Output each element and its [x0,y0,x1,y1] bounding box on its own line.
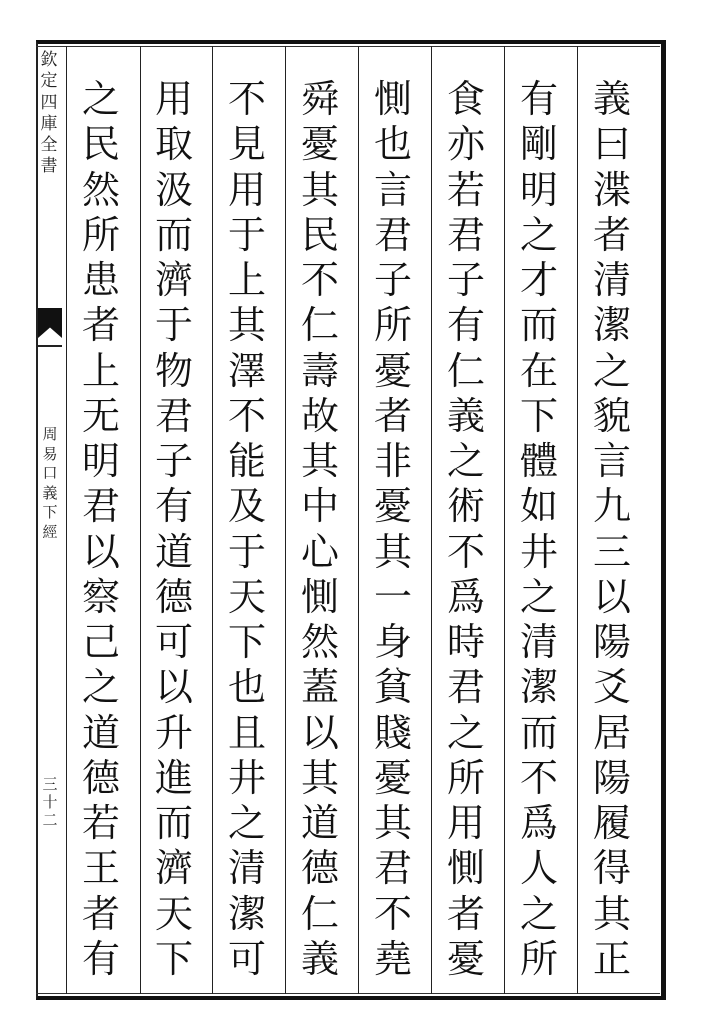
text-char: 用 [446,801,485,845]
text-char: 君 [81,484,120,529]
text-char: 濟 [154,258,193,302]
text-char: 而 [154,801,193,845]
fishtail-divider [38,345,62,347]
text-char: 民 [300,212,339,257]
text-char: 之 [519,891,558,936]
text-char: 井 [519,529,558,574]
text-char: 剛 [519,122,558,167]
text-char: 非 [373,439,412,483]
text-char: 能 [227,439,266,483]
text-char: 亦 [446,122,485,167]
text-char: 升 [154,710,193,755]
margin-char: 欽 [40,50,58,70]
text-char: 明 [519,167,558,212]
text-char: 爻 [592,665,631,710]
text-char: 義 [592,77,631,121]
column-rule [285,46,286,994]
text-char: 才 [519,258,558,302]
text-column [219,77,275,981]
text-char: 義 [300,936,339,981]
text-char: 渫 [592,167,631,212]
text-column [146,77,202,981]
text-char: 食 [446,77,485,121]
text-char: 若 [81,801,120,845]
text-char: 壽 [300,348,339,393]
text-char: 進 [154,755,193,800]
text-char: 爲 [519,801,558,845]
text-char: 于 [227,212,266,257]
column-rule [358,46,359,994]
text-char: 以 [81,529,120,574]
text-char: 潔 [592,303,631,348]
text-char: 有 [81,936,120,981]
text-char: 故 [300,393,339,438]
text-char: 居 [592,710,631,755]
text-char: 其 [373,529,412,574]
text-char: 民 [81,122,120,167]
text-char: 德 [154,574,193,619]
text-char: 如 [519,484,558,529]
margin-char: 四 [40,92,58,113]
text-char: 用 [227,167,266,212]
text-column [365,77,421,981]
text-char: 君 [446,665,485,710]
margin-char: 十 [42,793,58,811]
text-char: 之 [519,574,558,619]
margin-char: 全 [40,135,58,155]
column-rule [504,46,505,994]
text-char: 无 [81,393,120,438]
text-char: 之 [81,665,120,710]
column-rule [431,46,432,994]
text-char: 其 [227,303,266,348]
text-char: 不 [519,755,558,800]
text-char: 心 [300,529,339,574]
text-char: 所 [373,303,412,348]
text-char: 憂 [446,936,485,981]
text-char: 仁 [446,348,485,393]
margin-title [38,50,60,178]
text-char: 其 [592,891,631,936]
text-char: 以 [300,710,339,755]
text-char: 其 [300,439,339,483]
text-char: 可 [154,620,193,664]
text-char: 不 [373,891,412,936]
text-char: 身 [373,620,412,664]
text-char: 濟 [154,846,193,891]
text-char: 之 [446,710,485,755]
text-char: 有 [519,77,558,121]
text-char: 所 [519,936,558,981]
text-char: 不 [446,529,485,574]
text-char: 在 [519,348,558,393]
text-char: 井 [227,755,266,800]
text-char: 堯 [373,936,412,981]
margin-char: 周 [42,425,58,443]
text-char: 之 [446,439,485,483]
column-rule [140,46,141,994]
text-char: 且 [227,710,266,755]
text-char: 所 [81,212,120,257]
text-char: 子 [446,258,485,302]
text-column [292,77,348,981]
text-char: 君 [373,846,412,891]
text-char: 其 [373,801,412,845]
text-char: 下 [154,936,193,981]
text-char: 于 [154,303,193,348]
text-char: 惻 [300,574,339,619]
text-char: 天 [227,574,266,619]
text-char: 德 [81,755,120,800]
text-char: 人 [519,846,558,891]
text-char: 君 [154,393,193,438]
text-char: 道 [300,801,339,845]
text-char: 陽 [592,755,631,800]
text-char: 于 [227,529,266,574]
text-char: 子 [154,439,193,483]
text-char: 得 [592,846,631,891]
text-char: 有 [154,484,193,529]
text-char: 正 [592,936,631,981]
text-column [438,77,494,981]
text-char: 不 [227,393,266,438]
text-char: 者 [81,303,120,348]
margin-char: 下 [42,503,58,521]
text-char: 而 [154,212,193,257]
text-char: 履 [592,801,631,845]
column-rule [212,46,213,994]
text-char: 然 [300,620,339,664]
text-char: 下 [227,620,266,664]
text-char: 一 [373,574,412,619]
margin-char: 口 [42,464,58,482]
text-char: 天 [154,891,193,936]
text-char: 子 [373,258,412,302]
text-char: 之 [227,801,266,845]
text-char: 患 [81,258,120,302]
text-char: 仁 [300,891,339,936]
margin-char: 易 [42,444,58,463]
text-char: 君 [446,212,485,257]
text-char: 三 [592,529,631,574]
text-char: 見 [227,122,266,167]
column-rule [66,46,67,994]
text-column [511,77,567,981]
text-char: 體 [519,439,558,483]
text-char: 所 [446,755,485,800]
text-char: 王 [81,846,120,891]
margin-char: 義 [42,483,58,502]
text-char: 惻 [373,77,412,121]
text-column [584,77,640,981]
text-char: 爲 [446,574,485,619]
text-column [73,77,129,981]
text-char: 德 [300,846,339,891]
text-char: 澤 [227,348,266,393]
text-char: 己 [81,620,120,664]
text-char: 以 [592,574,631,619]
text-char: 然 [81,167,120,212]
text-char: 潔 [227,891,266,936]
text-char: 也 [373,122,412,167]
margin-char: 庫 [40,113,58,134]
text-char: 術 [446,484,485,529]
text-char: 潔 [519,665,558,710]
text-char: 舜 [300,77,339,121]
chapter-title [40,425,60,542]
text-char: 貧 [373,665,412,710]
text-char: 有 [446,303,485,348]
text-char: 取 [154,122,193,167]
text-char: 陽 [592,620,631,664]
margin-char: 定 [40,71,58,92]
text-char: 而 [519,303,558,348]
text-char: 惻 [446,846,485,891]
text-char: 不 [300,258,339,302]
text-char: 蓋 [300,665,339,710]
text-char: 曰 [592,122,631,167]
text-char: 用 [154,77,193,121]
text-char: 賤 [373,710,412,755]
text-char: 道 [81,710,120,755]
text-char: 者 [592,212,631,257]
text-char: 汲 [154,167,193,212]
text-char: 君 [373,212,412,257]
text-char: 仁 [300,303,339,348]
text-char: 之 [592,348,631,393]
text-char: 言 [592,439,631,483]
text-char: 道 [154,529,193,574]
margin-char: 三 [42,775,58,793]
text-char: 者 [446,891,485,936]
text-char: 以 [154,665,193,710]
text-char: 憂 [373,348,412,393]
text-char: 九 [592,484,631,529]
text-char: 中 [300,484,339,529]
text-char: 者 [373,393,412,438]
text-char: 清 [592,258,631,302]
margin-char: 書 [40,156,58,177]
text-char: 而 [519,710,558,755]
folio-number [40,775,60,829]
text-char: 憂 [373,484,412,529]
text-char: 若 [446,167,485,212]
text-char: 上 [81,348,120,393]
text-char: 之 [519,212,558,257]
text-char: 不 [227,77,266,121]
text-char: 也 [227,665,266,710]
text-char: 清 [519,620,558,664]
text-char: 下 [519,393,558,438]
text-char: 憂 [300,122,339,167]
margin-char: 經 [42,522,58,541]
text-char: 之 [81,77,120,121]
text-char: 清 [227,846,266,891]
text-char: 可 [227,936,266,981]
text-char: 貌 [592,393,631,438]
text-char: 察 [81,574,120,619]
text-char: 及 [227,484,266,529]
text-char: 者 [81,891,120,936]
text-char: 其 [300,167,339,212]
text-char: 明 [81,439,120,483]
column-rule [577,46,578,994]
text-char: 物 [154,348,193,393]
text-char: 言 [373,167,412,212]
text-char: 義 [446,393,485,438]
text-char: 其 [300,755,339,800]
text-char: 上 [227,258,266,302]
text-char: 時 [446,620,485,664]
text-char: 憂 [373,755,412,800]
margin-char: 二 [42,811,58,829]
